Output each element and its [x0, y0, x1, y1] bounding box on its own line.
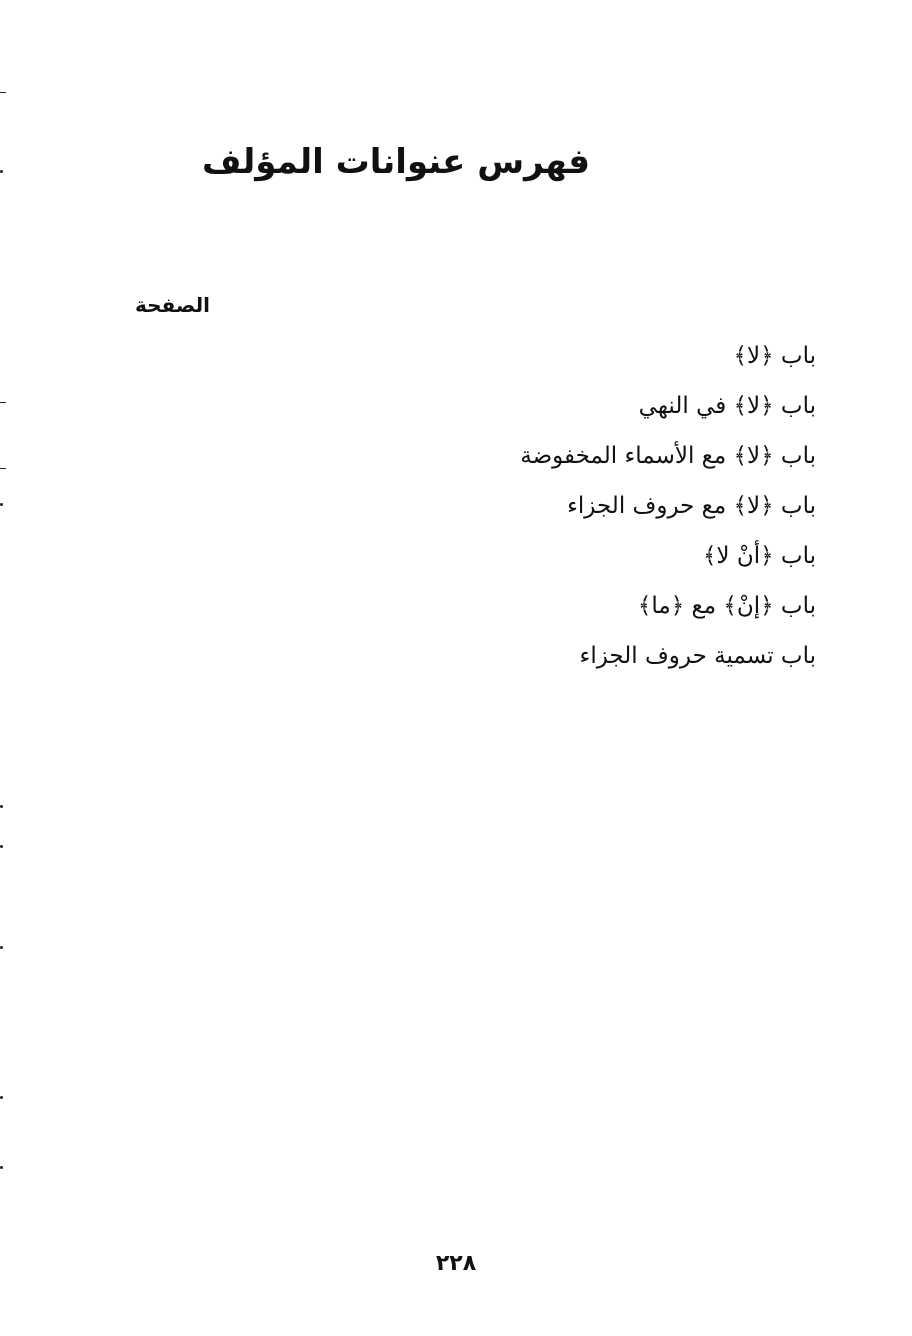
page-number: ٢٢٨ — [435, 1251, 477, 1276]
scan-edge-mark — [0, 946, 3, 949]
index-entries — [396, 336, 816, 686]
index-entry: باب ﴿إنْ﴾ مع ﴿ما﴾ — [637, 593, 816, 619]
scan-edge-mark — [0, 503, 3, 506]
scan-edge-mark — [0, 402, 6, 403]
index-entry: باب تسمية حروف الجزاء — [579, 643, 816, 669]
scan-edge-mark — [0, 468, 6, 469]
index-entry: باب ﴿لا﴾ مع حروف الجزاء — [567, 493, 816, 519]
page-column-label: الصفحة — [134, 293, 210, 317]
scan-edge-mark — [0, 92, 6, 93]
scan-edge-mark — [0, 845, 3, 848]
scan-edge-mark — [0, 805, 3, 808]
scan-edge-mark — [0, 1166, 3, 1169]
index-entry: باب ﴿لا﴾ مع الأسماء المخفوضة — [520, 443, 816, 469]
index-entry: باب ﴿لا﴾ في النهي — [638, 393, 816, 419]
index-entry: باب ﴿لا﴾ — [733, 343, 816, 369]
page-title: فهرس عنوانات المؤلف — [201, 142, 590, 182]
index-entry: باب ﴿أنْ لا﴾ — [702, 543, 816, 569]
scan-edge-mark — [0, 1096, 3, 1099]
scan-edge-mark — [0, 170, 3, 173]
